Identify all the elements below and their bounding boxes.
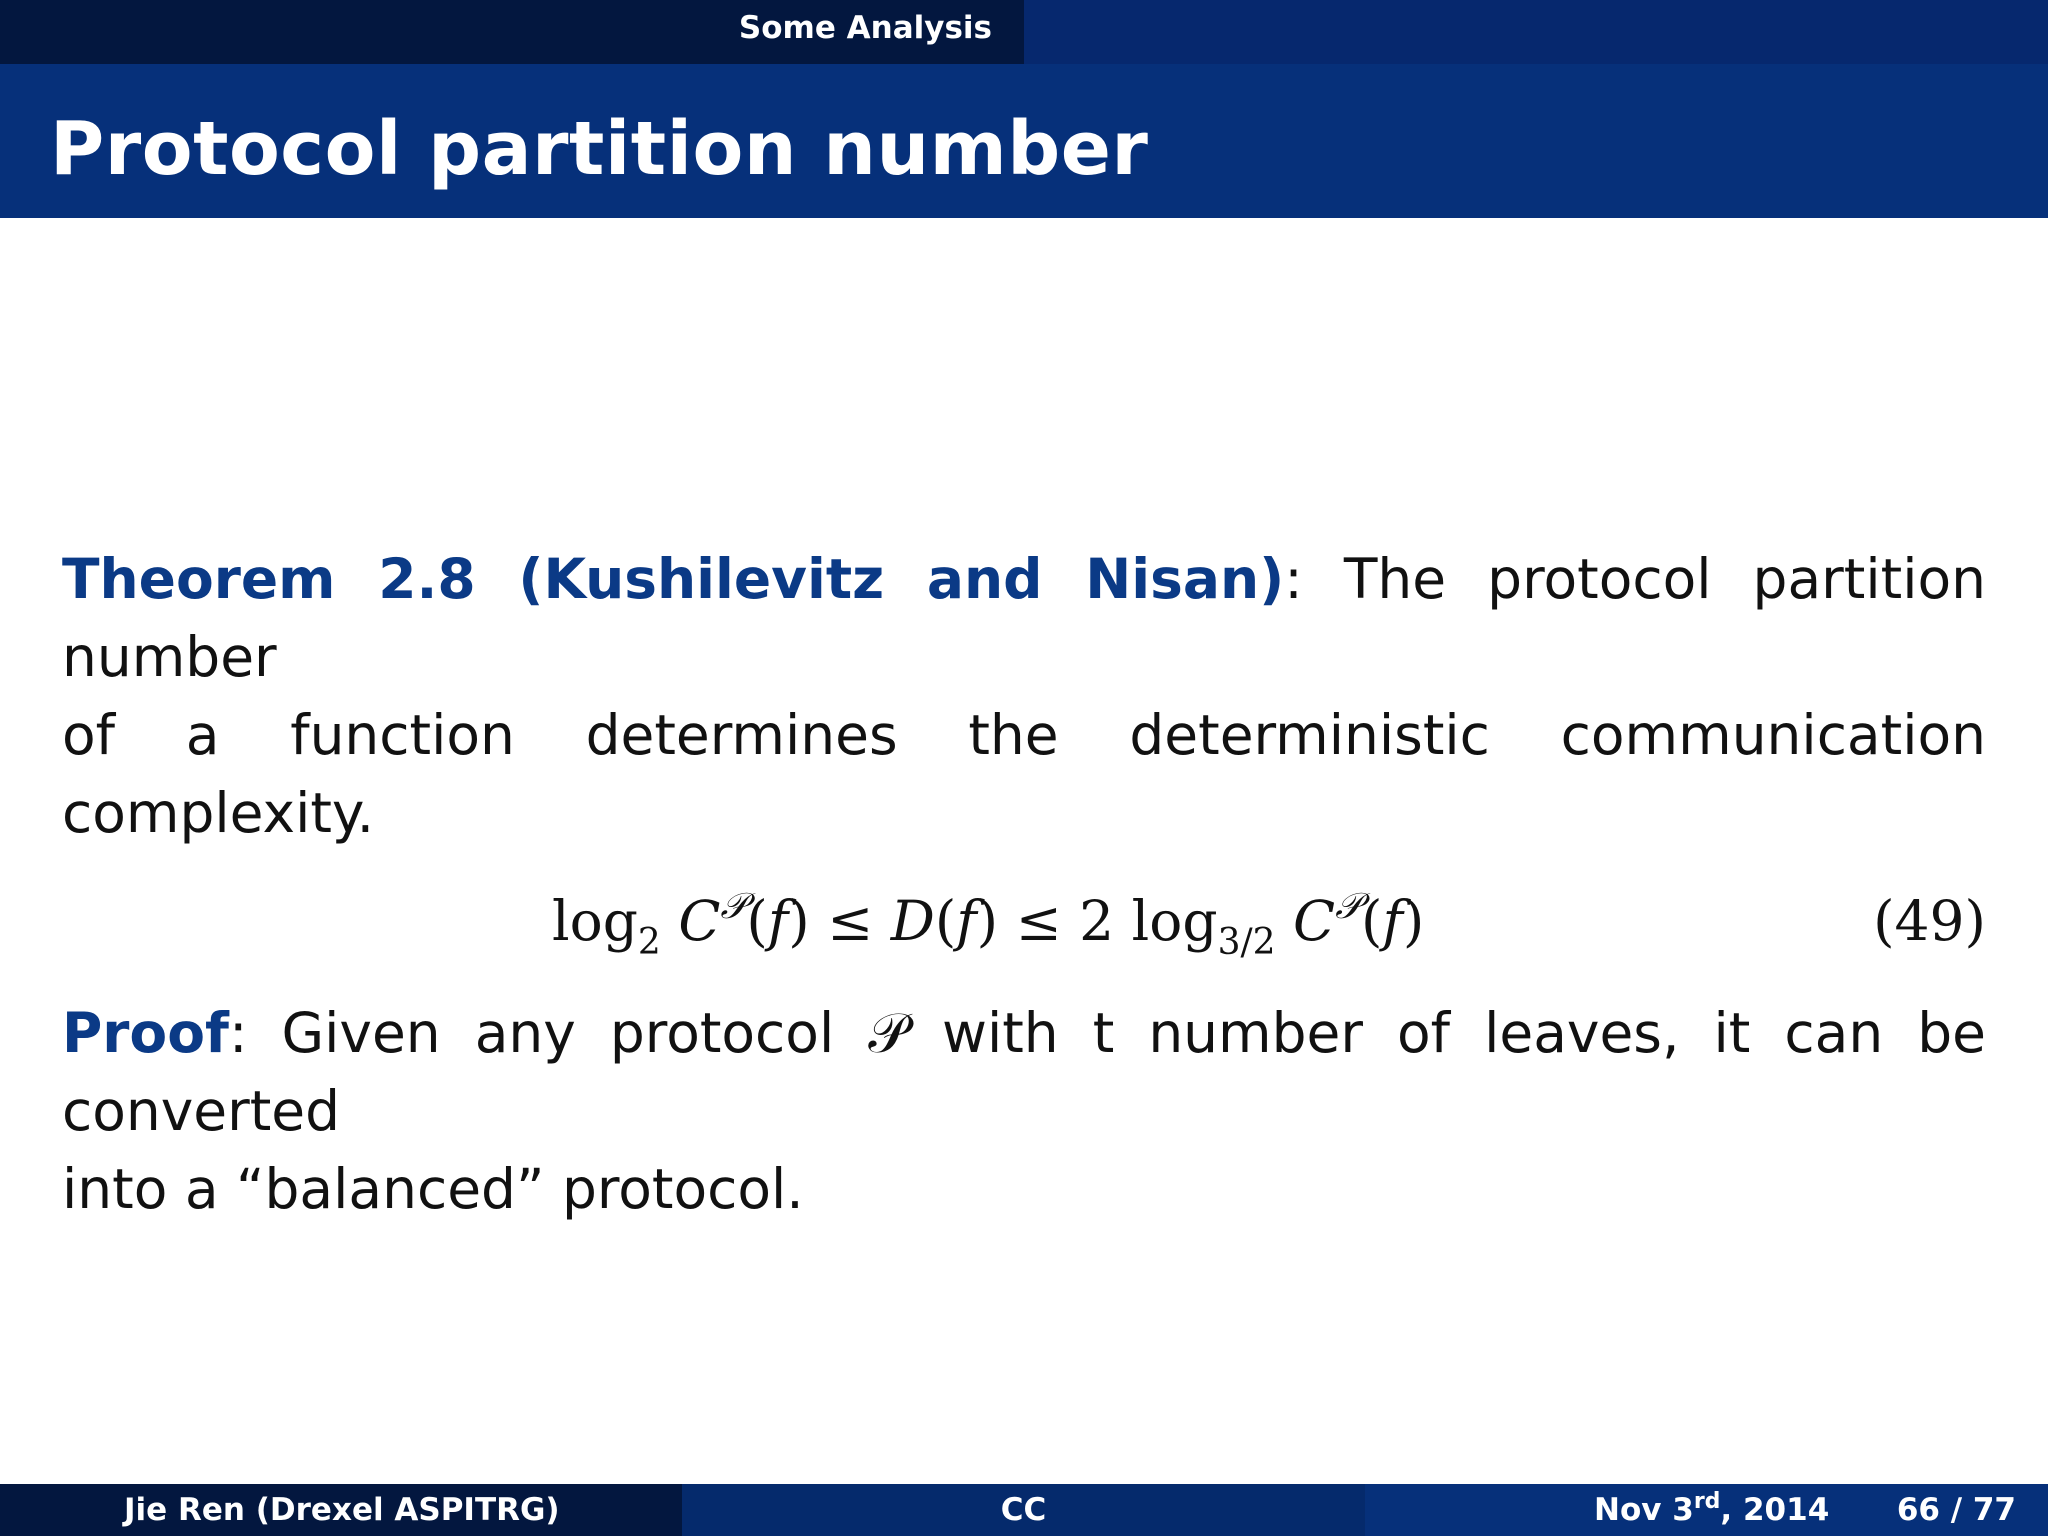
proof-label: Proof	[62, 1001, 229, 1065]
proof-text-line1: : Given any protocol 𝒫 with t number of leaves, it can be converted	[62, 1001, 1986, 1143]
footer-short-title[interactable]: CC	[1000, 1492, 1047, 1528]
footer-date	[1594, 1484, 1829, 1536]
footer-date-prefix: Nov 3	[1594, 1492, 1694, 1528]
proof-text-line2: into a “balanced” protocol.	[62, 1157, 804, 1221]
equation-row	[62, 882, 1986, 963]
footer-date-sup: rd	[1693, 1489, 1721, 1514]
footer-author[interactable]: Jie Ren (Drexel ASPITRG)	[124, 1492, 560, 1528]
footer-date-cell	[1365, 1484, 2048, 1536]
proof-paragraph	[62, 994, 1986, 1228]
footer-title-cell	[682, 1484, 1365, 1536]
title-bar	[0, 64, 2048, 218]
slide-content	[62, 540, 1986, 1228]
footer-date-suffix: , 2014	[1720, 1492, 1830, 1528]
slide-title: Protocol partition number	[50, 106, 1149, 192]
theorem-label: Theorem 2.8 (Kushilevitz and Nisan)	[62, 547, 1285, 611]
section-bar	[0, 0, 2048, 64]
theorem-paragraph	[62, 540, 1986, 852]
footer-page-number: 66 / 77	[1896, 1492, 2016, 1528]
log-base-3-2: 3/2	[1217, 922, 1276, 963]
equation: $\log_2 C^𝒫(f) \le D(f) \le 2$ $\log_{3/2} C^𝒫(f)$	[552, 886, 1425, 963]
footer	[0, 1484, 2048, 1536]
log-base-2: 2	[637, 922, 661, 963]
theorem-text-line1: The protocol partition number	[62, 547, 1986, 689]
section-label[interactable]: Some Analysis	[738, 10, 992, 46]
theorem-text-line2: of a function determines the deterministic communication complexity.	[62, 703, 1986, 845]
theorem-colon: :	[1284, 547, 1303, 611]
section-cell	[0, 0, 1024, 64]
equation-number: (49)	[1873, 889, 1986, 953]
footer-author-cell	[0, 1484, 682, 1536]
